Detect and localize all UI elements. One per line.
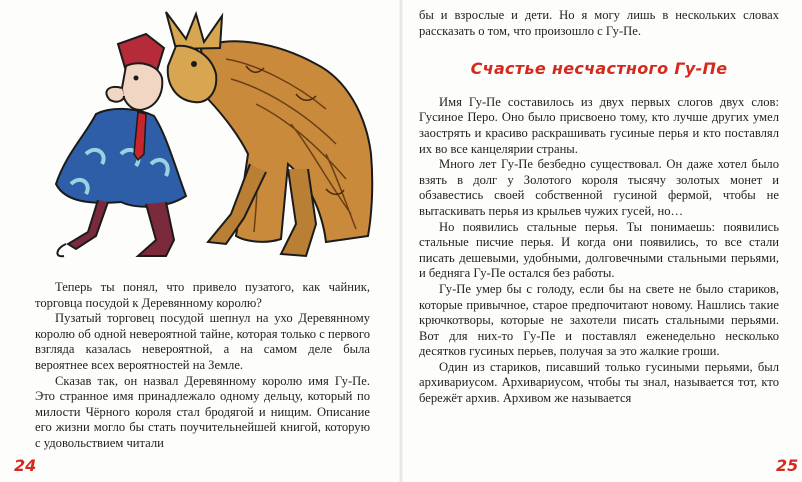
- paragraph: Имя Гу-Пе составилось из двух первых слогов двух слов: Гусиное Перо. Оно было присвоено тому, кто лучше других умел заострять и красиво раскрашивать гусиные перья и кто поставлял их во все канцелярии страны.: [419, 94, 779, 156]
- illustration: [26, 4, 386, 272]
- paragraph: Один из стариков, писавший только гусиными перьями, был архивариусом. Архивариусом, чтобы ты знал, называется тот, кто бережёт архив. Архивом же называется: [419, 359, 779, 406]
- paragraph: Много лет Гу-Пе безбедно существовал. Он даже хотел было взять в долг у Золотого короля тысячу золотых монет и обзавестись своей собственной гусиной фермой, чтобы не вытаскивать перья из крыльев чужих гусей, но…: [419, 157, 779, 218]
- left-page-text: [35, 280, 370, 452]
- page-number: 25: [776, 456, 799, 475]
- page-number: 24: [14, 456, 37, 475]
- right-page: [401, 0, 802, 482]
- right-page-text: [419, 8, 779, 407]
- paragraph: Но появились стальные перья. Ты понимаешь: появились стальные писчие перья. И когда они появились, то все стали писать дешевыми, удобными, долговечными стальными перьями, и бедняга Гу-Пе остался без работы.: [419, 219, 779, 281]
- paragraph: Сказав так, он назвал Деревянному королю имя Гу-Пе. Это странное имя принадлежало одному дельцу, который по милости Чёрного короля стал бродягой и нищим. Описание его жизни могло бы стать поучительнейшей книгой, которую с удовольствием читали: [35, 373, 370, 450]
- paragraph: Теперь ты понял, что привело пузатого, как чайник, торговца посудой к Деревянному королю?: [35, 280, 370, 310]
- chapter-title: Счастье несчастного Гу-Пе: [470, 59, 728, 79]
- paragraph-continuation: бы и взрослые и дети. Но я могу лишь в нескольких словах рассказать о том, что произошло с Гу-Пе.: [419, 8, 779, 38]
- paragraph: Пузатый торговец посудой шепнул на ухо Деревянному королю об одной невероятной тайне, которая только с первого взгляда казалась невероятной, а на самом деле была вероятнее всех вероятностей на Земле.: [35, 311, 370, 372]
- paragraph: Гу-Пе умер бы с голоду, если бы на свете не было стариков, которые привычное, старое предпочитают новому. Нашлись такие крючкотворы, которые не захотели писать стальными перьями. Вот для них-то Гу-Пе и поставлял еженедельно несколько десятков гусиных перьев, получая за это жалкие гроши.: [419, 281, 779, 359]
